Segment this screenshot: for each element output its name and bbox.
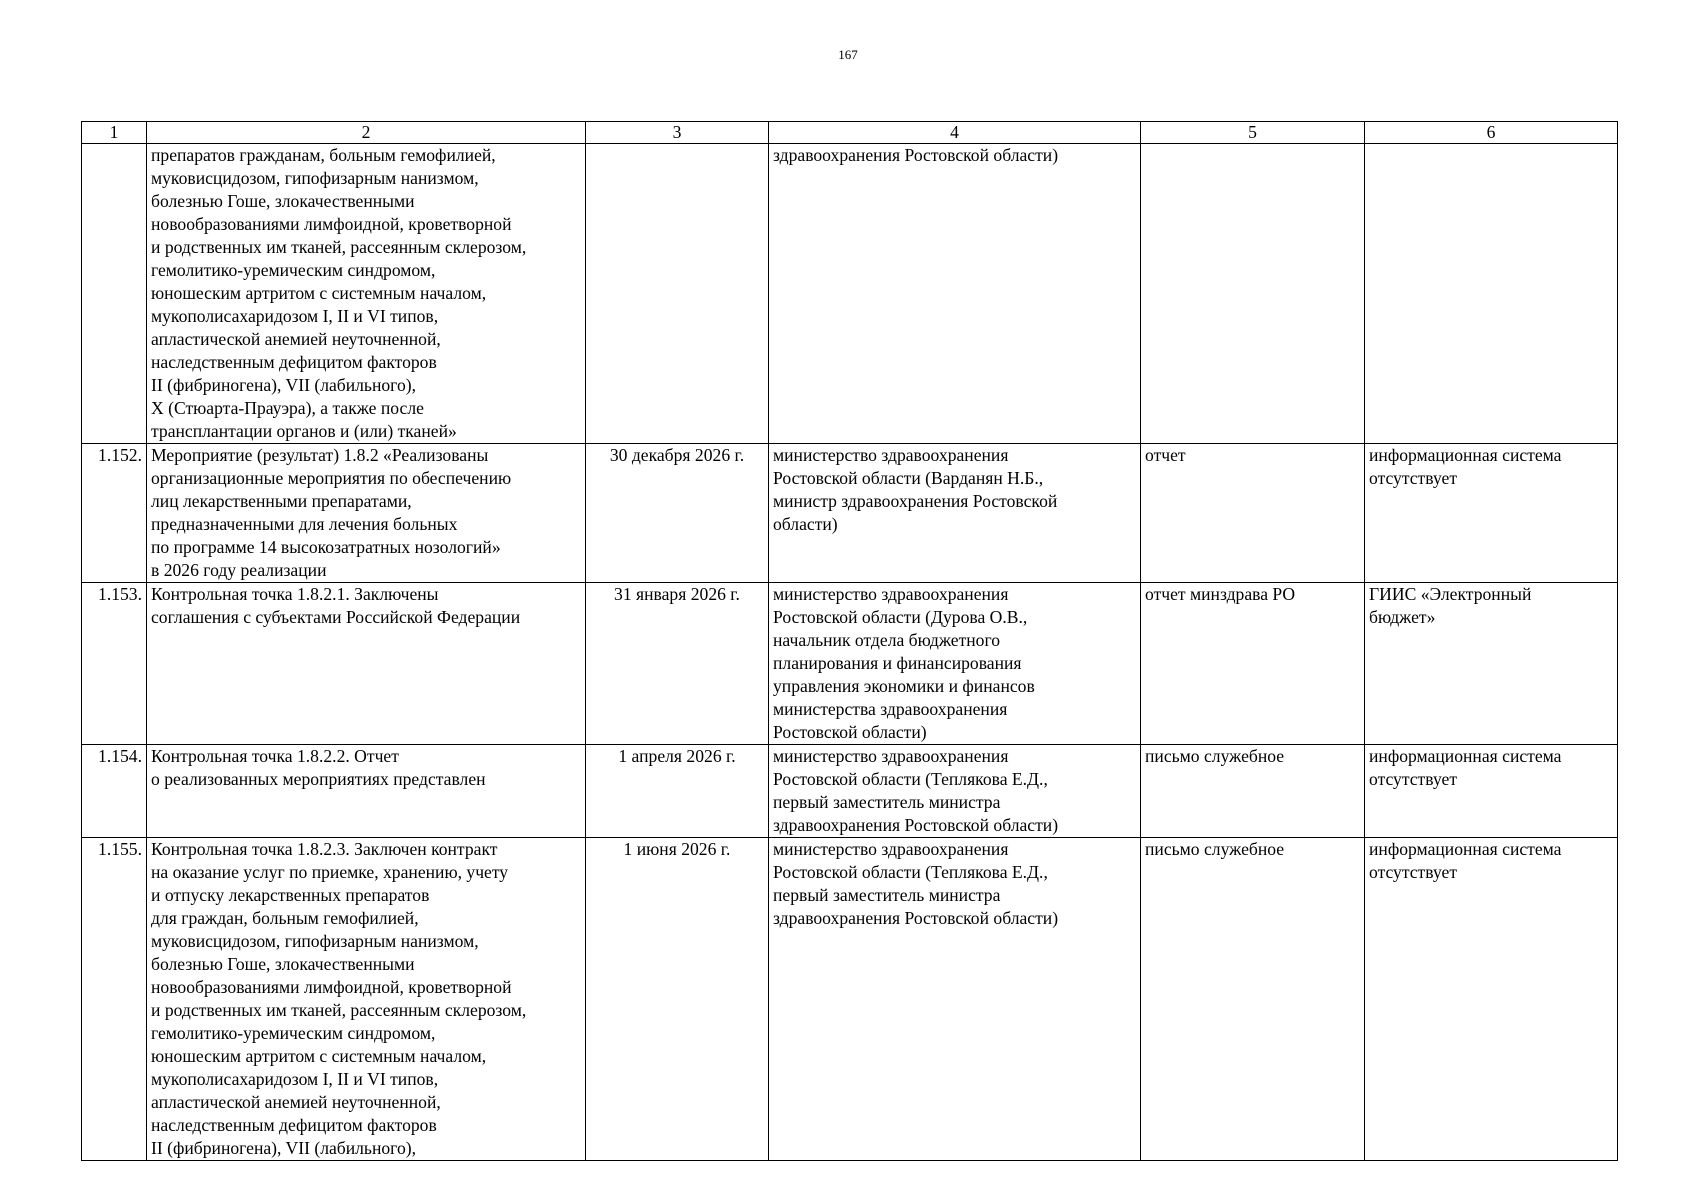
- cell-line: Ростовской области (Варданян Н.Б.,: [773, 468, 1044, 488]
- document-type-cell: [1141, 583, 1365, 745]
- document-type-cell: [1141, 144, 1365, 444]
- column-header-5: 5: [1141, 122, 1365, 144]
- cell-line: министерство здравоохранения: [773, 584, 1009, 604]
- cell-line: предназначенными для лечения больных: [151, 514, 458, 534]
- cell-line: гемолитико-уремическим синдромом,: [151, 260, 436, 280]
- column-header-1: 1: [82, 122, 147, 144]
- cell-line: болезнью Гоше, злокачественными: [151, 954, 415, 974]
- cell-line: здравоохранения Ростовской области): [773, 145, 1059, 165]
- description-cell: [147, 838, 586, 1161]
- cell-line: письмо служебное: [1145, 746, 1285, 766]
- cell-line: управления экономики и финансов: [773, 676, 1035, 696]
- cell-line: Контрольная точка 1.8.2.3. Заключен контракт: [151, 839, 498, 859]
- document-type-cell: [1141, 838, 1365, 1161]
- description-cell: [147, 444, 586, 583]
- column-header-2: 2: [147, 122, 586, 144]
- information-system-cell: [1365, 838, 1618, 1161]
- cell-line: муковисцидозом, гипофизарным нанизмом,: [151, 168, 479, 188]
- cell-line: министерства здравоохранения: [773, 699, 1008, 719]
- cell-line: наследственным дефицитом факторов: [151, 1115, 437, 1135]
- cell-line: первый заместитель министра: [773, 792, 1001, 812]
- document-type-cell: [1141, 745, 1365, 838]
- table-row: [82, 144, 1618, 444]
- cell-line: Контрольная точка 1.8.2.2. Отчет: [151, 746, 399, 766]
- cell-line: II (фибриногена), VII (лабильного),: [151, 375, 417, 395]
- table-body: [82, 144, 1618, 1161]
- cell-line: Ростовской области (Дурова О.В.,: [773, 607, 1028, 627]
- responsible-cell: [769, 444, 1141, 583]
- table-row: [82, 745, 1618, 838]
- cell-line: новообразованиями лимфоидной, кроветворной: [151, 977, 512, 997]
- cell-line: министр здравоохранения Ростовской: [773, 491, 1058, 511]
- information-system-cell: [1365, 444, 1618, 583]
- cell-line: Ростовской области (Теплякова Е.Д.,: [773, 769, 1048, 789]
- cell-line: здравоохранения Ростовской области): [773, 908, 1059, 928]
- description-cell: [147, 144, 586, 444]
- responsible-cell: [769, 838, 1141, 1161]
- cell-line: муковисцидозом, гипофизарным нанизмом,: [151, 931, 479, 951]
- information-system-cell: [1365, 745, 1618, 838]
- responsible-cell: [769, 745, 1141, 838]
- cell-line: информационная система: [1369, 445, 1562, 465]
- cell-line: отчет: [1145, 445, 1186, 465]
- cell-line: министерство здравоохранения: [773, 445, 1009, 465]
- cell-line: мукополисахаридозом I, II и VI типов,: [151, 306, 439, 326]
- deadline-cell: 31 января 2026 г.: [586, 583, 769, 745]
- table-row: [82, 444, 1618, 583]
- cell-line: X (Стюарта-Прауэра), а также после: [151, 398, 424, 418]
- cell-line: письмо служебное: [1145, 839, 1285, 859]
- deadline-cell: 30 декабря 2026 г.: [586, 444, 769, 583]
- cell-line: отсутствует: [1369, 769, 1458, 789]
- cell-line: юношеским артритом с системным началом,: [151, 283, 487, 303]
- column-header-6: 6: [1365, 122, 1618, 144]
- cell-line: информационная система: [1369, 839, 1562, 859]
- cell-line: и родственных им тканей, рассеянным склерозом,: [151, 237, 527, 257]
- cell-line: трансплантации органов и (или) тканей»: [151, 421, 457, 441]
- responsible-cell: [769, 583, 1141, 745]
- cell-line: министерство здравоохранения: [773, 839, 1009, 859]
- cell-line: министерство здравоохранения: [773, 746, 1009, 766]
- cell-line: в 2026 году реализации: [151, 560, 327, 580]
- cell-line: апластической анемией неуточненной,: [151, 329, 441, 349]
- responsible-cell: [769, 144, 1141, 444]
- cell-line: Ростовской области): [773, 722, 927, 742]
- cell-line: Контрольная точка 1.8.2.1. Заключены: [151, 584, 439, 604]
- description-cell: [147, 583, 586, 745]
- cell-line: информационная система: [1369, 746, 1562, 766]
- deadline-cell: 1 апреля 2026 г.: [586, 745, 769, 838]
- table-row: [82, 838, 1618, 1161]
- cell-line: Ростовской области (Теплякова Е.Д.,: [773, 862, 1048, 882]
- deadline-cell: 1 июня 2026 г.: [586, 838, 769, 1161]
- cell-line: Мероприятие (результат) 1.8.2 «Реализованы: [151, 445, 489, 465]
- cell-line: лиц лекарственными препаратами,: [151, 491, 412, 511]
- row-number-cell: 1.155.: [82, 838, 147, 1161]
- cell-line: и отпуску лекарственных препаратов: [151, 885, 430, 905]
- cell-line: ГИИС «Электронный: [1369, 584, 1532, 604]
- page-number: 167: [838, 47, 858, 62]
- cell-line: планирования и финансирования: [773, 653, 1022, 673]
- table-row: [82, 583, 1618, 745]
- cell-line: о реализованных мероприятиях представлен: [151, 769, 486, 789]
- cell-line: по программе 14 высокозатратных нозологий»: [151, 537, 501, 557]
- column-header-4: 4: [769, 122, 1141, 144]
- plan-table: [81, 121, 1618, 1161]
- row-number-cell: [82, 144, 147, 444]
- cell-line: здравоохранения Ростовской области): [773, 815, 1059, 835]
- column-header-3: 3: [586, 122, 769, 144]
- cell-line: отчет минздрава РО: [1145, 584, 1296, 604]
- cell-line: организационные мероприятия по обеспечению: [151, 468, 512, 488]
- cell-line: апластической анемией неуточненной,: [151, 1092, 441, 1112]
- cell-line: наследственным дефицитом факторов: [151, 352, 437, 372]
- cell-line: соглашения с субъектами Российской Федерации: [151, 607, 521, 627]
- cell-line: юношеским артритом с системным началом,: [151, 1046, 487, 1066]
- cell-line: новообразованиями лимфоидной, кроветворной: [151, 214, 512, 234]
- cell-line: начальник отдела бюджетного: [773, 630, 1001, 650]
- information-system-cell: [1365, 144, 1618, 444]
- cell-line: отсутствует: [1369, 862, 1458, 882]
- cell-line: бюджет»: [1369, 607, 1436, 627]
- header-row: [82, 122, 1618, 144]
- row-number-cell: 1.154.: [82, 745, 147, 838]
- cell-line: мукополисахаридозом I, II и VI типов,: [151, 1069, 439, 1089]
- cell-line: препаратов гражданам, больным гемофилией,: [151, 145, 496, 165]
- cell-line: гемолитико-уремическим синдромом,: [151, 1023, 436, 1043]
- cell-line: для граждан, больным гемофилией,: [151, 908, 419, 928]
- deadline-cell: [586, 144, 769, 444]
- cell-line: болезнью Гоше, злокачественными: [151, 191, 415, 211]
- cell-line: II (фибриногена), VII (лабильного),: [151, 1138, 417, 1158]
- description-cell: [147, 745, 586, 838]
- cell-line: на оказание услуг по приемке, хранению, учету: [151, 862, 509, 882]
- cell-line: и родственных им тканей, рассеянным склерозом,: [151, 1000, 527, 1020]
- information-system-cell: [1365, 583, 1618, 745]
- cell-line: отсутствует: [1369, 468, 1458, 488]
- cell-line: области): [773, 514, 838, 534]
- row-number-cell: 1.152.: [82, 444, 147, 583]
- cell-line: первый заместитель министра: [773, 885, 1001, 905]
- row-number-cell: 1.153.: [82, 583, 147, 745]
- document-type-cell: [1141, 444, 1365, 583]
